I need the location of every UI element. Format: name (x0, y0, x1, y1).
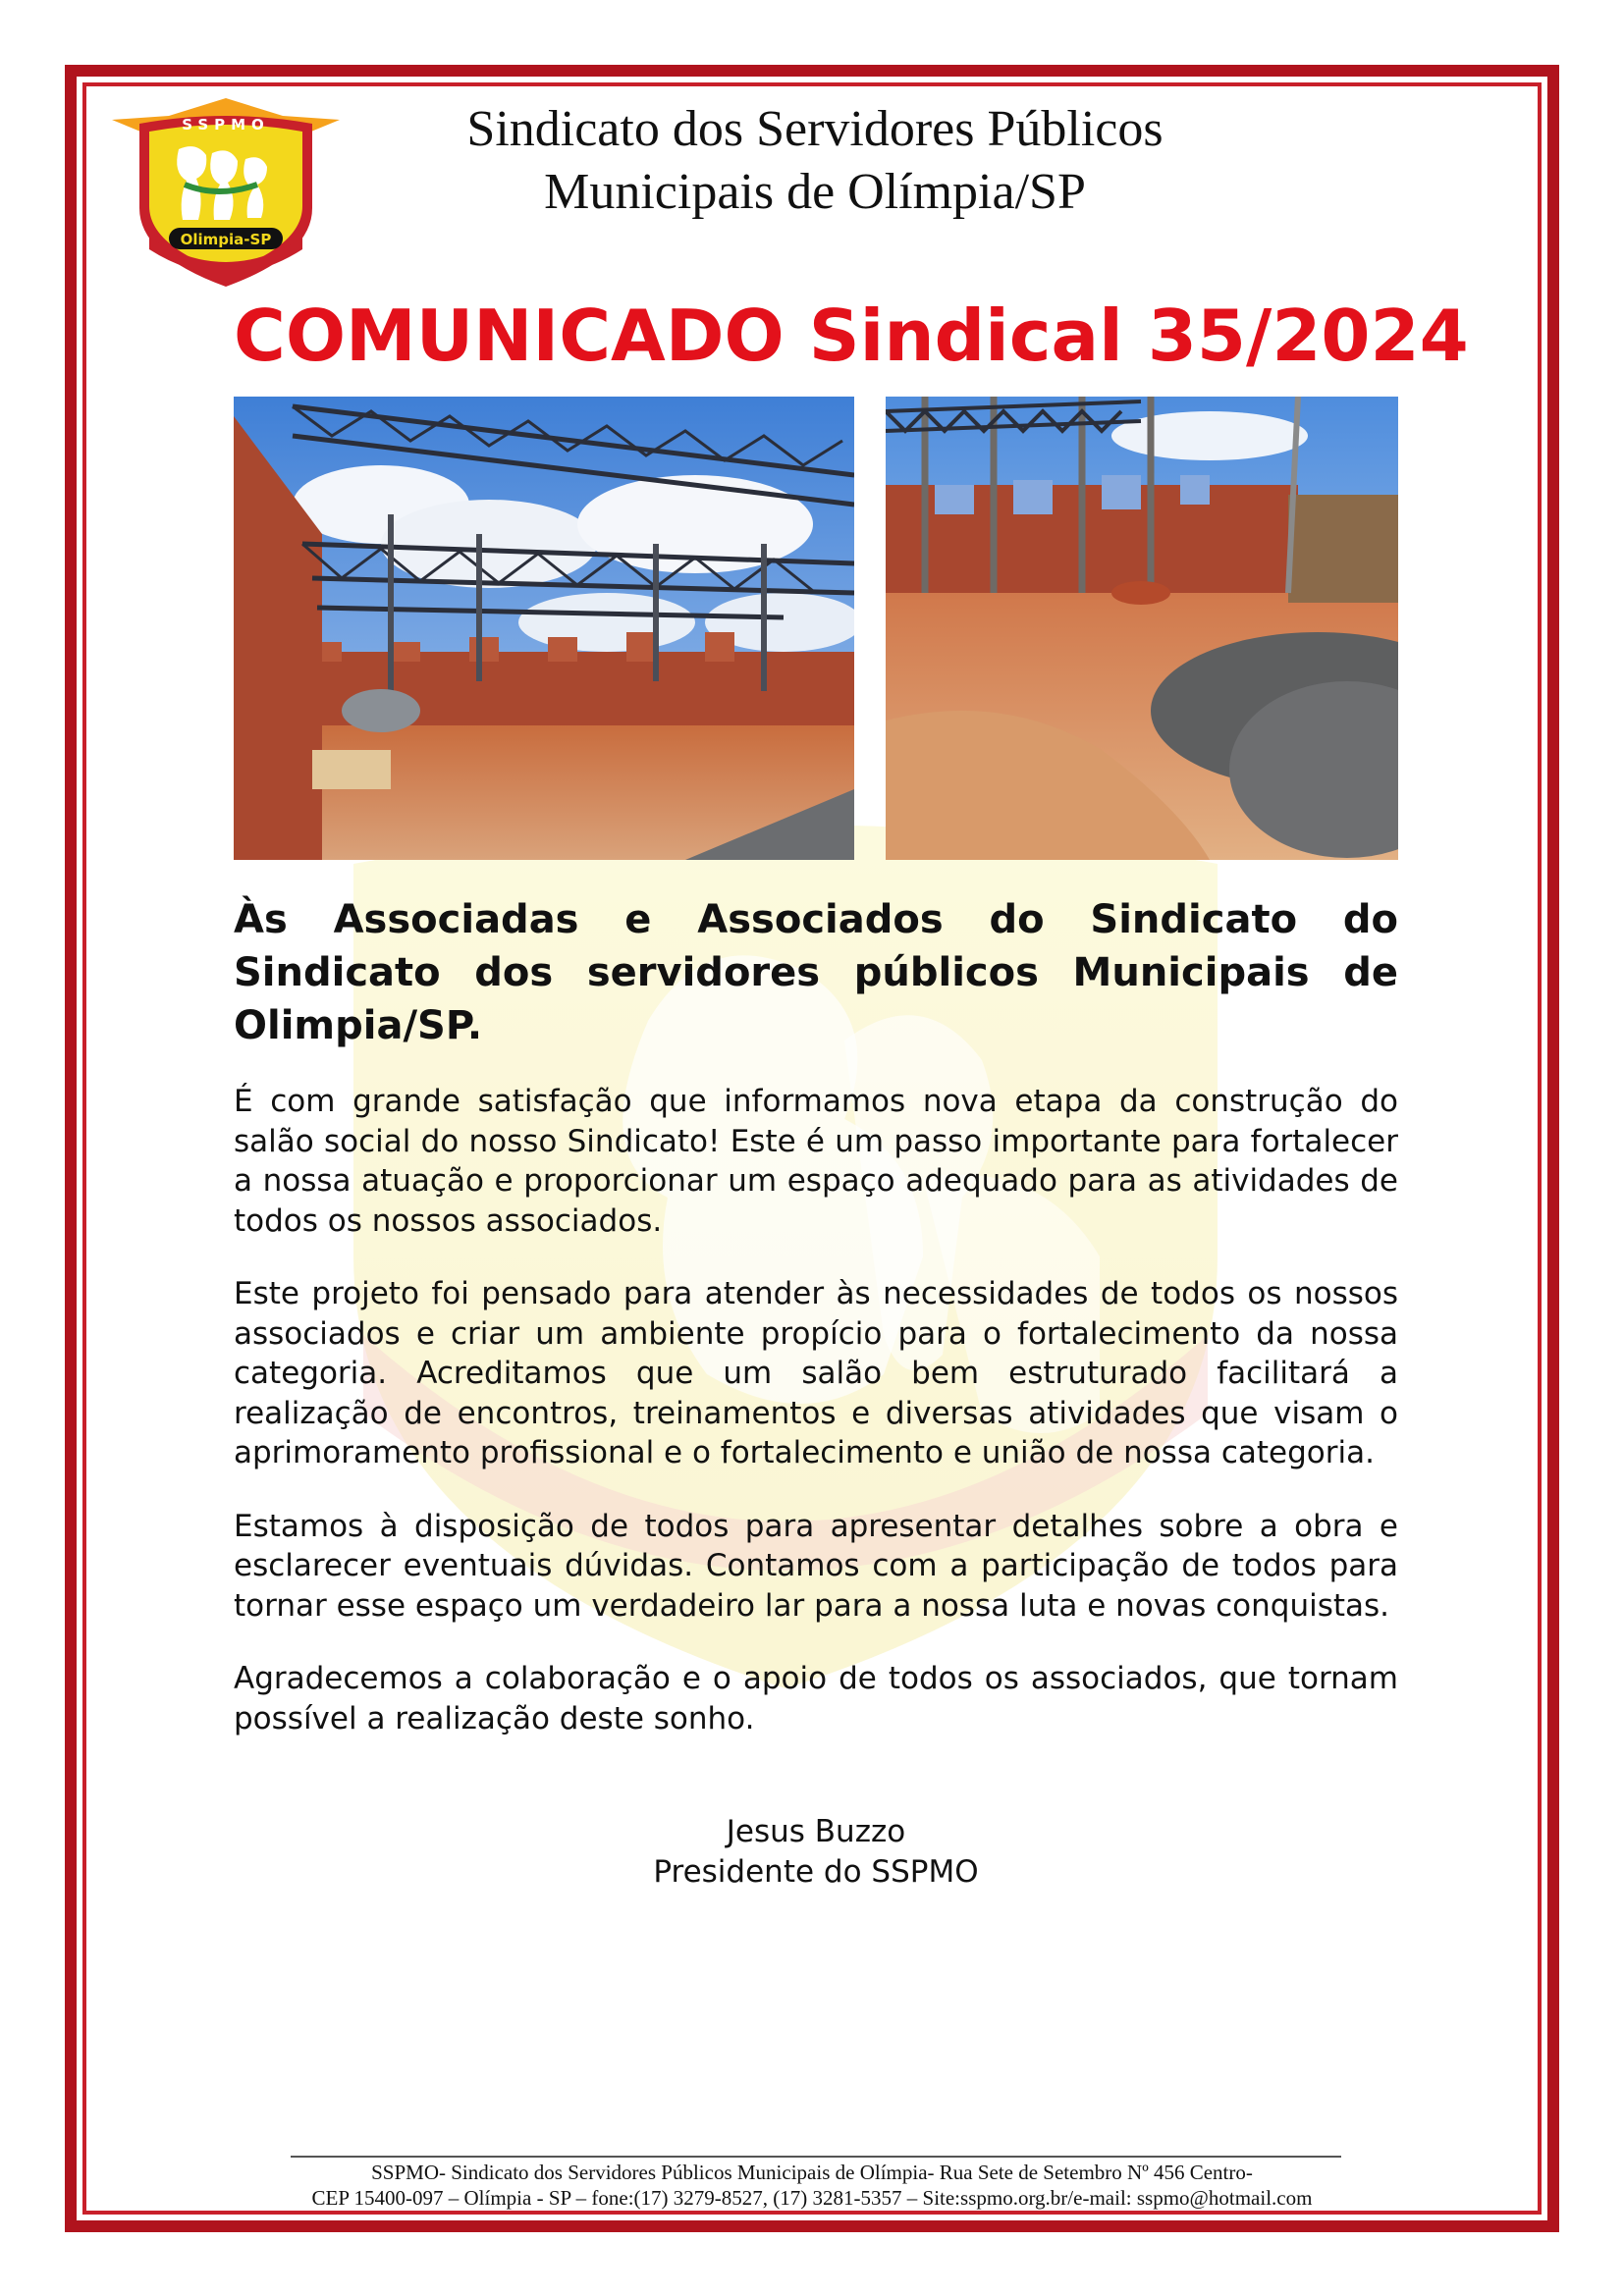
construction-photo-right (886, 397, 1398, 860)
construction-site-brick-walls-icon (886, 397, 1398, 860)
logo-city-text: Olimpia-SP (180, 231, 272, 248)
organization-title-line1: Sindicato dos Servidores Públicos (466, 101, 1164, 157)
footer-address: SSPMO- Sindicato dos Servidores Públicos Municipais de Olímpia- Rua Sete de Setembro Nº 456 Centro- (371, 2161, 1253, 2184)
body-paragraph: Estamos à disposição de todos para apresentar detalhes sobre a obra e esclarecer eventuais dúvidas. Contamos com a participação de todos para tornar esse espaço um verdadeiro lar para a nossa luta e novas conquistas. (234, 1508, 1398, 1624)
organization-title-line2: Municipais de Olímpia/SP (544, 164, 1086, 220)
communique-headline: COMUNICADO Sindical 35/2024 (234, 294, 1469, 377)
footer-contact (206, 2160, 1418, 2211)
footer-divider (291, 2156, 1341, 2158)
sspmo-logo-icon (110, 90, 342, 293)
footer-contact-details: CEP 15400-097 – Olímpia - SP – fone:(17) 3279-8527, (17) 3281-5357 – Site:sspmo.org.br/e-mail: sspmo@hotmail.com (311, 2186, 1313, 2210)
body-paragraph: Agradecemos a colaboração e o apoio de todos os associados, que tornam possível a realização deste sonho. (234, 1661, 1398, 1736)
greeting-heading: Às Associadas e Associados do Sindicato do Sindicato dos servidores públicos Municipais de Olimpia/SP. (234, 897, 1398, 1048)
construction-site-roof-trusses-icon (234, 397, 854, 860)
signature-name: Jesus Buzzo (726, 1814, 906, 1849)
logo-acronym-text: SSPMO (182, 116, 270, 133)
signature-role: Presidente do SSPMO (653, 1854, 979, 1890)
body-paragraph: Este projeto foi pensado para atender às necessidades de todos os nossos associados e criar um ambiente propício para o fortalecimento da nossa categoria. Acreditamos que um salão bem estruturado facilitará a realização de encontros, treinamentos e diversas atividades que visam o aprimoramento profissional e o fortalecimento e união de nossa categoria. (234, 1276, 1398, 1470)
body-text (234, 1082, 1398, 1772)
construction-photo-left (234, 397, 854, 860)
body-paragraph: É com grande satisfação que informamos nova etapa da construção do salão social do nosso Sindicato! Este é um passo importante para fortalecer a nossa atuação e proporcionar um espaço adequado para as atividades de todos os nossos associados. (234, 1084, 1398, 1239)
signature-block (528, 1812, 1104, 1893)
organization-title (353, 98, 1276, 224)
